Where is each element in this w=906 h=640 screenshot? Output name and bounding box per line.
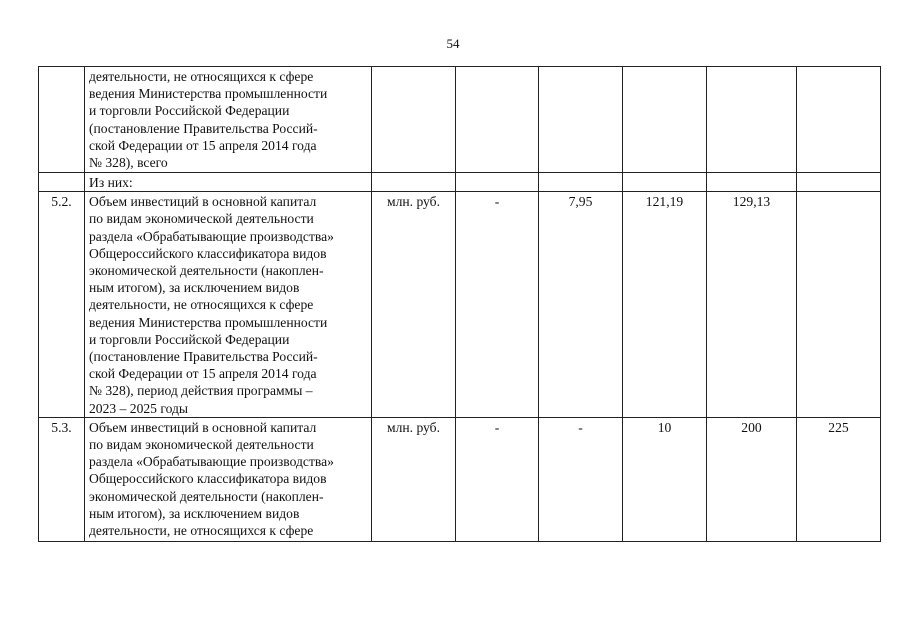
row-number-cell: 5.2. [39, 192, 85, 418]
row-number-cell [39, 173, 85, 192]
value-cell: - [456, 417, 539, 541]
value-cell [539, 67, 623, 173]
unit-cell [372, 67, 456, 173]
value-cell [456, 67, 539, 173]
unit-cell: млн. руб. [372, 417, 456, 541]
value-cell: - [456, 192, 539, 418]
value-cell: 129,13 [707, 192, 797, 418]
value-cell: 200 [707, 417, 797, 541]
table-row [39, 192, 881, 418]
unit-cell [372, 173, 456, 192]
value-cell: 7,95 [539, 192, 623, 418]
value-cell [623, 173, 707, 192]
page-number: 54 [446, 36, 460, 51]
row-number-cell [39, 67, 85, 173]
row-number-cell: 5.3. [39, 417, 85, 541]
indicator-name-cell: Объем инвестиций в основной капитал по видам экономической деятельности раздела «Обрабатывающие производства» Общероссийского классификатора видов экономической деятельности (накоплен- ным итогом), за исключением видов деятельности, не относящихся к сфере [85, 417, 372, 541]
value-cell [456, 173, 539, 192]
value-cell [797, 192, 881, 418]
indicator-name-cell: Объем инвестиций в основной капитал по видам экономической деятельности раздела «Обрабатывающие производства» Общероссийского классификатора видов экономической деятельности (накоплен- ным итогом), за исключением видов деятельности, не относящихся к сфере ведения Министерства промышленности и торговли Российской Федерации (постановление Правительства Россий- ской Федерации от 15 апреля 2014 года № 328), период действия программы – 2023 – 2025 годы [85, 192, 372, 418]
unit-cell: млн. руб. [372, 192, 456, 418]
value-cell: 121,19 [623, 192, 707, 418]
value-cell [707, 173, 797, 192]
indicator-name-cell: деятельности, не относящихся к сфере ведения Министерства промышленности и торговли Российской Федерации (постановление Правительства Россий- ской Федерации от 15 апреля 2014 года № 328), всего [85, 67, 372, 173]
table-row [39, 173, 881, 192]
indicator-name-cell: Из них: [85, 173, 372, 192]
value-cell: 10 [623, 417, 707, 541]
value-cell [797, 173, 881, 192]
value-cell [539, 173, 623, 192]
table-row [39, 67, 881, 173]
value-cell [797, 67, 881, 173]
value-cell: 225 [797, 417, 881, 541]
table-row [39, 417, 881, 541]
indicators-table [38, 66, 881, 542]
value-cell: - [539, 417, 623, 541]
value-cell [623, 67, 707, 173]
value-cell [707, 67, 797, 173]
